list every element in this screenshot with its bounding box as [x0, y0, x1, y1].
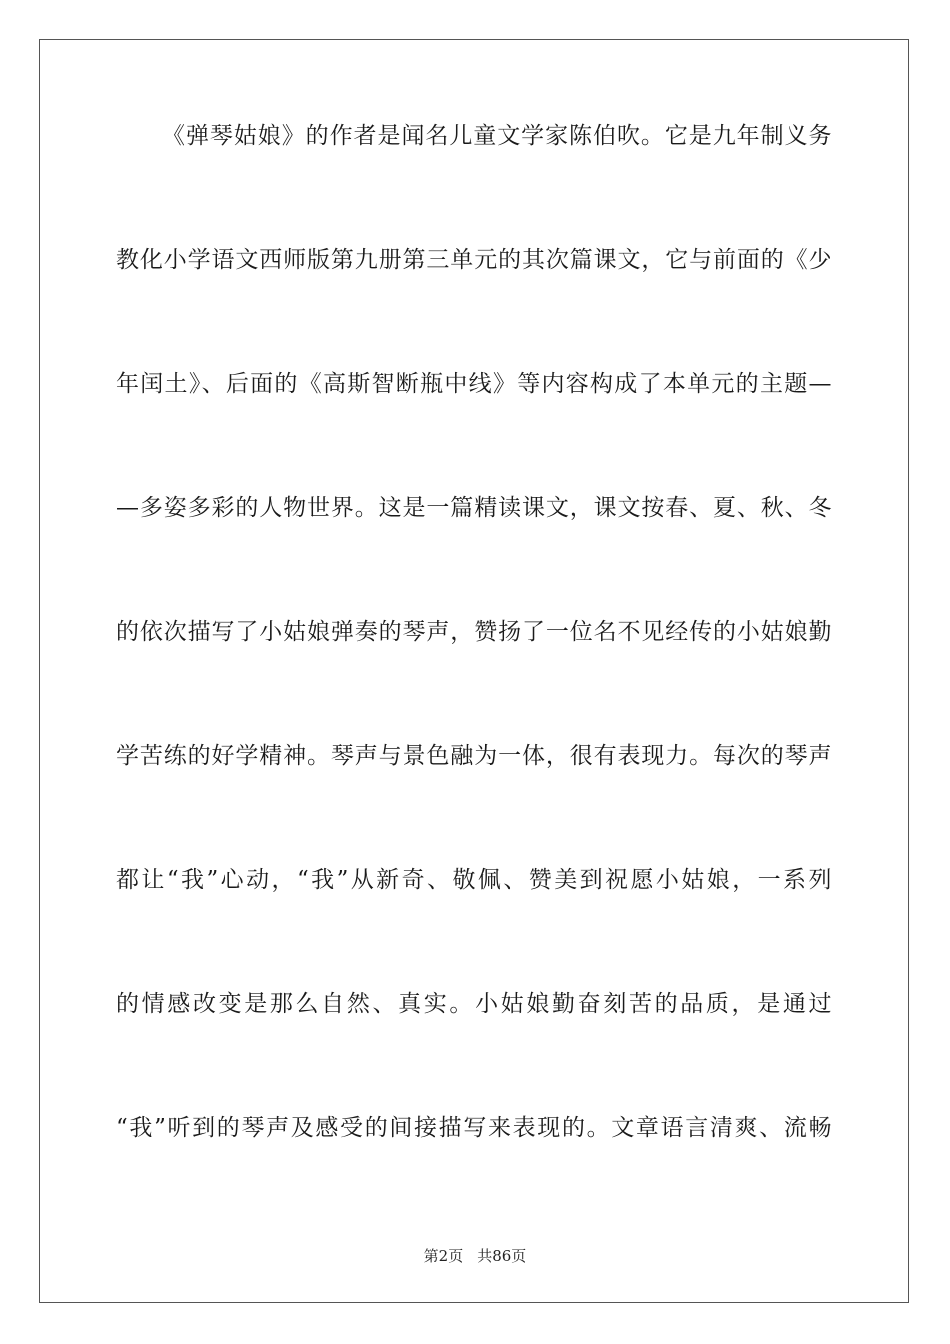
- text-line-8: 的情感改变是那么自然、真实。小姑娘勤奋刻苦的品质，是通过: [116, 991, 832, 1017]
- text-line-3: 年闰土》、后面的《高斯智断瓶中线》等内容构成了本单元的主题—: [116, 371, 832, 397]
- text-line-7: 都让“我”心动，“我”从新奇、敬佩、赞美到祝愿小姑娘，一系列: [116, 867, 832, 893]
- page-number: 第2页: [423, 1247, 464, 1265]
- text-line-4: —多姿多彩的人物世界。这是一篇精读课文，课文按春、夏、秋、冬: [116, 495, 832, 521]
- text-line-1: 《弹琴姑娘》的作者是闻名儿童文学家陈伯吹。它是九年制义务: [162, 123, 832, 149]
- text-line-6: 学苦练的好学精神。琴声与景色融为一体，很有表现力。每次的琴声: [116, 743, 832, 769]
- text-line-5: 的依次描写了小姑娘弹奏的琴声，赞扬了一位名不见经传的小姑娘勤: [116, 619, 832, 645]
- body-paragraph: [116, 118, 832, 1234]
- text-line-2: 教化小学语文西师版第九册第三单元的其次篇课文，它与前面的《少: [116, 247, 832, 273]
- page-total: 共86页: [477, 1247, 527, 1265]
- text-line-9: “我”听到的琴声及感受的间接描写来表现的。文章语言清爽、流畅: [116, 1115, 832, 1141]
- page-footer: [0, 1245, 950, 1266]
